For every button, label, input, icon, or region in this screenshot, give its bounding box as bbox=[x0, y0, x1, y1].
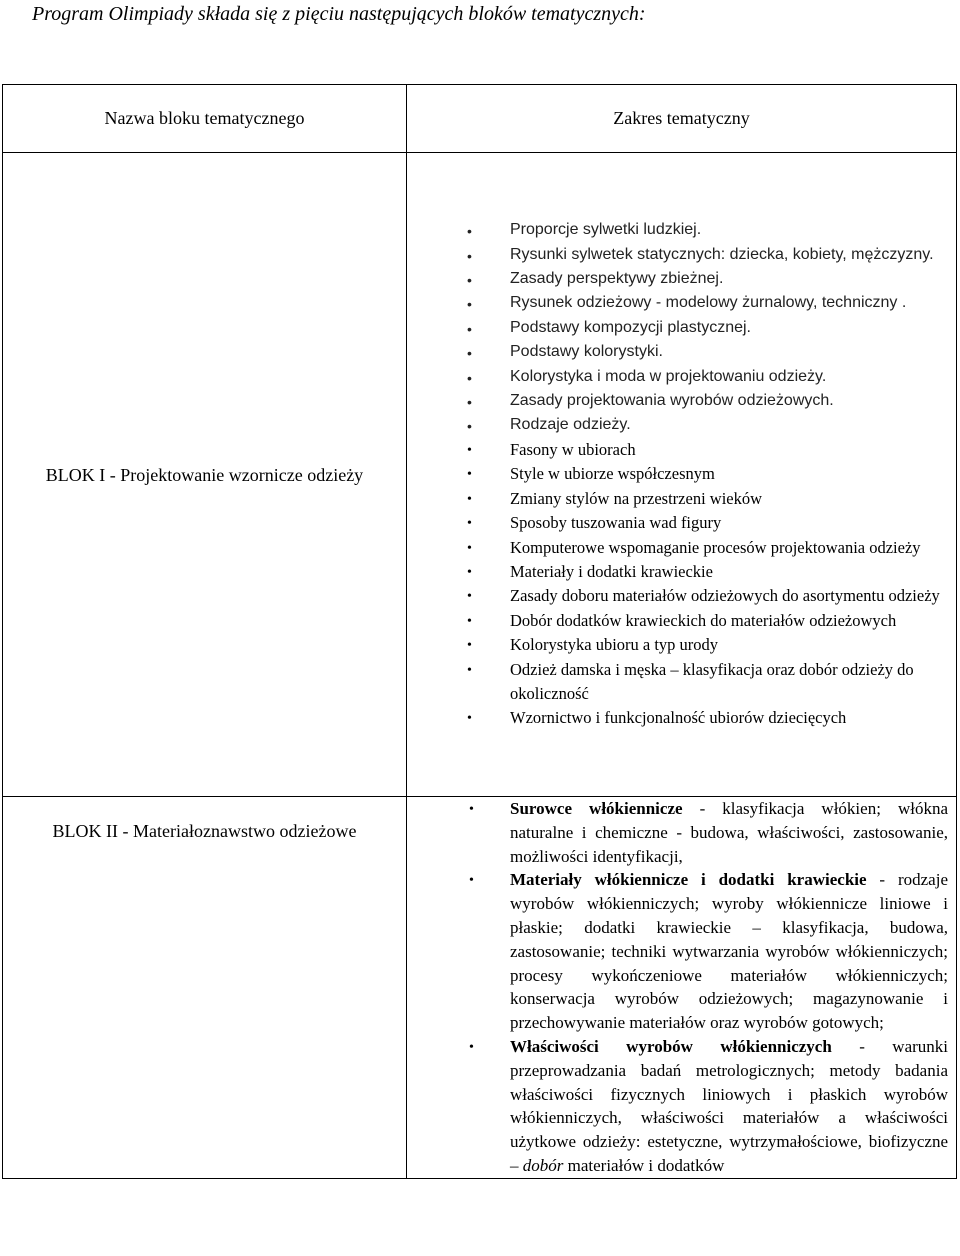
bullet-icon: • bbox=[469, 873, 474, 889]
list-item bbox=[407, 609, 956, 633]
header-block-name: Nazwa bloku tematycznego bbox=[3, 85, 407, 153]
bullet-icon: • bbox=[467, 272, 472, 289]
bullet-icon: • bbox=[467, 369, 472, 386]
topic-description: - warunki przeprowadzania badań metrologicznych; metody badania właściwości fizycznych liniowych i płaskich wyrobów włókienniczych, właściwości materiałów a właściwości użytkowe odzieży: estetyczne, wytrzymałościowe, biofizyczne – bbox=[510, 1036, 948, 1175]
list-item-text: Podstawy kompozycji plastycznej. bbox=[510, 318, 751, 336]
topic-title: Materiały włókiennicze i dodatki krawieckie bbox=[510, 870, 867, 890]
bullet-icon: • bbox=[467, 394, 472, 411]
block-1-topic-list bbox=[407, 218, 956, 731]
bullet-icon: • bbox=[467, 442, 472, 458]
bullet-icon: • bbox=[467, 540, 472, 556]
page-heading: Program Olimpiady składa się z pięciu następujących bloków tematycznych: bbox=[32, 3, 646, 25]
list-item-text: Rysunki sylwetek statycznych: dziecka, kobiety, mężczyzny. bbox=[510, 245, 934, 263]
list-item bbox=[407, 536, 956, 560]
list-item bbox=[407, 706, 956, 730]
list-item bbox=[407, 633, 956, 657]
list-item-text: Kolorystyka i moda w projektowaniu odzieży. bbox=[510, 367, 827, 385]
list-item-text: Materiały i dodatki krawieckie bbox=[510, 561, 713, 581]
list-item-text: Podstawy kolorystyki. bbox=[510, 343, 663, 361]
bullet-icon: • bbox=[467, 418, 472, 435]
list-item-text: Rysunek odzieżowy - modelowy żurnalowy, techniczny . bbox=[510, 294, 907, 312]
topic-title: Surowce włókiennicze bbox=[510, 799, 683, 818]
list-item-text: Rodzaje odzieży. bbox=[510, 416, 631, 434]
list-item bbox=[407, 487, 956, 511]
block-1-topics bbox=[407, 153, 957, 797]
table-row-block-2 bbox=[3, 797, 957, 1179]
list-item bbox=[407, 413, 956, 437]
list-item bbox=[407, 316, 956, 340]
bullet-icon: • bbox=[467, 638, 472, 654]
list-item-text: Dobór dodatków krawieckich do materiałów odzieżowych bbox=[510, 610, 897, 630]
bullet-icon: • bbox=[467, 223, 472, 240]
bullet-icon: • bbox=[467, 516, 472, 532]
list-item-text: Zasady perspektywy zbieżnej. bbox=[510, 270, 724, 288]
list-item-text: Fasony w ubiorach bbox=[510, 439, 636, 459]
topic-description-tail: materiałów i dodatków bbox=[563, 1155, 725, 1175]
program-table bbox=[2, 84, 957, 1179]
block-2-topics bbox=[407, 797, 957, 1179]
list-item-text: Kolorystyka ubioru a typ urody bbox=[510, 635, 719, 655]
topic-emphasis: dobór bbox=[522, 1155, 564, 1175]
bullet-icon: • bbox=[467, 711, 472, 727]
list-item bbox=[407, 462, 956, 486]
bullet-icon: • bbox=[467, 320, 472, 337]
list-item bbox=[407, 365, 956, 389]
list-item bbox=[407, 511, 956, 535]
bullet-icon: • bbox=[467, 467, 472, 483]
list-item-text: Komputerowe wspomaganie procesów projektowania odzieży bbox=[510, 537, 921, 557]
list-item bbox=[407, 291, 956, 315]
list-item-text: Zasady projektowania wyrobów odzieżowych. bbox=[510, 392, 834, 410]
block-2-topic-list bbox=[407, 797, 956, 1178]
bullet-icon: • bbox=[467, 491, 472, 507]
list-item-text: Zasady doboru materiałów odzieżowych do asortymentu odzieży bbox=[510, 586, 940, 606]
bullet-icon: • bbox=[467, 613, 472, 629]
bullet-icon: • bbox=[469, 802, 474, 817]
list-item-text: Odzież damska i męska – klasyfikacja oraz dobór odzieży do okoliczność bbox=[510, 659, 914, 703]
topic-title: Właściwości wyrobów włókienniczych bbox=[510, 1036, 832, 1056]
list-item bbox=[407, 243, 956, 267]
topic-description: - rodzaje wyrobów włókienniczych; wyroby włókiennicze liniowe i płaskie; dodatki krawieckie – klasyfikacja, budowa, zastosowanie; techniki wytwarzania wyrobów włókienniczych; procesy wykończeniowe materiałów włókienniczych; konserwacja wyrobów odzieżowych; magazynowanie i przechowywanie materiałów oraz wyrobów gotowych; bbox=[510, 870, 948, 1033]
list-item bbox=[407, 1035, 956, 1178]
list-item bbox=[407, 267, 956, 291]
bullet-icon: • bbox=[469, 1039, 474, 1055]
list-item-text: Zmiany stylów na przestrzeni wieków bbox=[510, 488, 763, 508]
bullet-icon: • bbox=[467, 296, 472, 313]
list-item-text: Proporcje sylwetki ludzkiej. bbox=[510, 221, 702, 239]
block-1-name: BLOK I - Projektowanie wzornicze odzieży bbox=[3, 153, 407, 797]
bullet-icon: • bbox=[467, 589, 472, 605]
list-item bbox=[407, 340, 956, 364]
bullet-icon: • bbox=[467, 662, 472, 678]
list-item bbox=[407, 560, 956, 584]
bullet-icon: • bbox=[467, 247, 472, 264]
bullet-icon: • bbox=[467, 564, 472, 580]
list-item-text: Wzornictwo i funkcjonalność ubiorów dziecięcych bbox=[510, 708, 847, 728]
list-item bbox=[407, 868, 956, 1035]
topic-description: - klasyfikacja włókien; włókna naturalne i chemiczne - budowa, właściwości, zastosowanie, możliwości identyfikacji, bbox=[510, 799, 948, 866]
list-item-text: Sposoby tuszowania wad figury bbox=[510, 513, 722, 533]
bullet-icon: • bbox=[467, 345, 472, 362]
table-row-block-1 bbox=[3, 153, 957, 797]
list-item bbox=[407, 658, 956, 707]
list-item bbox=[407, 438, 956, 462]
list-item bbox=[407, 389, 956, 413]
list-item bbox=[407, 584, 956, 608]
table-header-row bbox=[3, 85, 957, 153]
list-item bbox=[407, 797, 956, 868]
header-topic-range: Zakres tematyczny bbox=[407, 85, 957, 153]
block-2-name: BLOK II - Materiałoznawstwo odzieżowe bbox=[3, 797, 407, 1179]
list-item-text: Style w ubiorze współczesnym bbox=[510, 464, 715, 484]
list-item bbox=[407, 218, 956, 242]
